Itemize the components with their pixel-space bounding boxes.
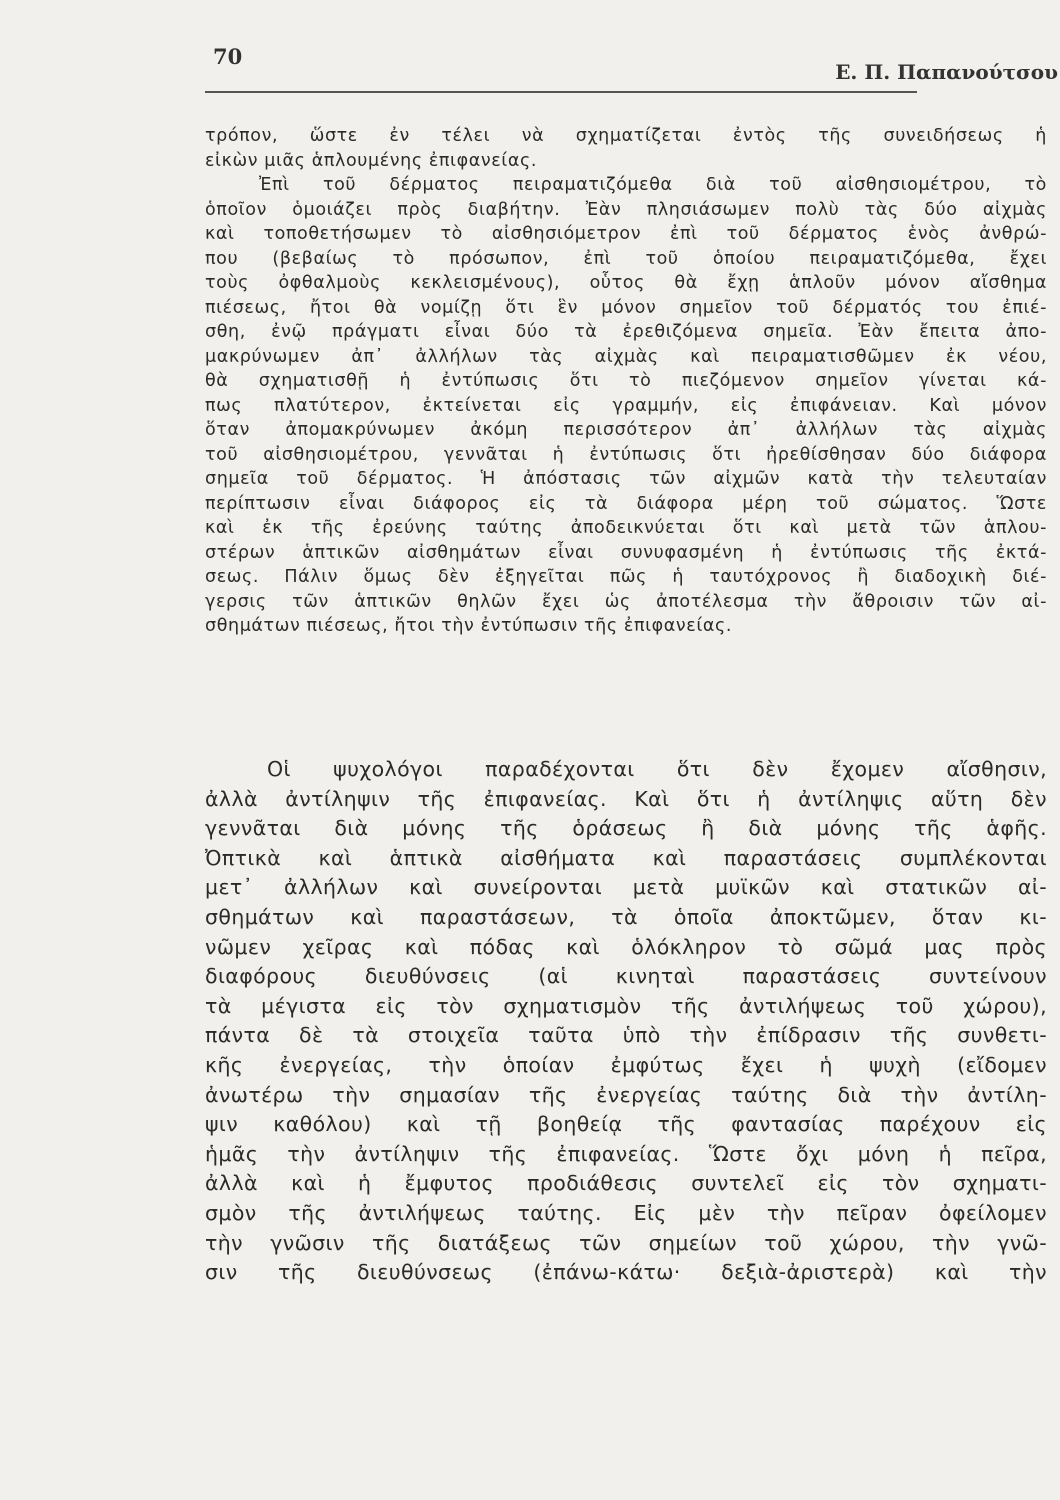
- text-line: Ὀπτικὰ καὶ ἁπτικὰ αἰσθήματα καὶ παραστάσεις συμπλέκονται: [205, 845, 1047, 870]
- text-line: σιν τῆς διευθύνσεως (ἐπάνω-κάτω· δεξιὰ-ἀριστερὰ) καὶ τὴν: [205, 1260, 1047, 1285]
- paragraph-block-large: [205, 755, 1047, 1288]
- text-line: εἰκὼν μιᾶς ἁπλουμένης ἐπιφανείας.: [205, 150, 537, 171]
- text-line: πως πλατύτερον, ἐκτείνεται εἰς γραμμήν, εἰς ἐπιφάνειαν. Καὶ μόνον: [205, 395, 1047, 416]
- text-line: σθημάτων καὶ παραστάσεων, τὰ ὁποῖα ἀποκτῶμεν, ὅταν κι-: [205, 904, 1047, 929]
- text-line: σεως. Πάλιν ὅμως δὲν ἐξηγεῖται πῶς ἡ ταυτόχρονος ἢ διαδοχικὴ διέ-: [205, 567, 1047, 587]
- text-line: μετ᾽ ἀλλήλων καὶ συνείρονται μετὰ μυϊκῶν καὶ στατικῶν αἰ-: [205, 875, 1047, 900]
- text-line: τρόπον, ὥστε ἐν τέλει νὰ σχηματίζεται ἐντὸς τῆς συνειδήσεως ἡ: [205, 126, 1047, 146]
- text-line: ἀλλὰ καὶ ἡ ἔμφυτος προδιάθεσις συντελεῖ εἰς τὸν σχηματι-: [205, 1171, 1047, 1196]
- text-line: περίπτωσιν εἶναι διάφορος εἰς τὰ διάφορα μέρη τοῦ σώματος. Ὥστε: [205, 493, 1047, 514]
- text-line: μακρύνωμεν ἀπ᾽ ἀλλήλων τὰς αἰχμὰς καὶ πειραματισθῶμεν ἐκ νέου,: [205, 346, 1047, 367]
- text-line: σμὸν τῆς ἀντιλήψεως ταύτης. Εἰς μὲν τὴν πεῖραν ὀφείλομεν: [205, 1200, 1047, 1225]
- page-header: [205, 38, 1060, 98]
- text-line: ὁποῖον ὁμοιάζει πρὸς διαβήτην. Ἐὰν πλησιάσωμεν πολὺ τὰς δύο αἰχμὰς: [205, 199, 1047, 220]
- text-line: σθη, ἐνῷ πράγματι εἶναι δύο τὰ ἐρεθιζόμενα σημεῖα. Ἐὰν ἔπειτα ἀπο-: [205, 322, 1047, 342]
- page-number: 70: [213, 44, 243, 69]
- text-line: θὰ σχηματισθῇ ἡ ἐντύπωσις ὅτι τὸ πιεζόμενον σημεῖον γίνεται κά-: [205, 371, 1047, 391]
- text-line: νῶμεν χεῖρας καὶ πόδας καὶ ὁλόκληρον τὸ σῶμά μας πρὸς: [205, 934, 1047, 959]
- header-rule: [205, 91, 917, 93]
- text-line: στέρων ἁπτικῶν αἰσθημάτων εἶναι συνυφασμένη ἡ ἐντύπωσις τῆς ἐκτά-: [205, 542, 1047, 563]
- text-line: πιέσεως, ἤτοι θὰ νομίζῃ ὅτι ἓν μόνον σημεῖον τοῦ δέρματός του ἐπιέ-: [205, 297, 1047, 318]
- text-line: κῆς ἐνεργείας, τὴν ὁποίαν ἐμφύτως ἔχει ἡ ψυχὴ (εἴδομεν: [205, 1052, 1047, 1077]
- text-line: ἀνωτέρω τὴν σημασίαν τῆς ἐνεργείας ταύτης διὰ τὴν ἀντίλη-: [205, 1082, 1047, 1107]
- text-line: σημεῖα τοῦ δέρματος. Ἡ ἀπόστασις τῶν αἰχμῶν κατὰ τὴν τελευταίαν: [205, 469, 1047, 489]
- text-line: ἀλλὰ ἀντίληψιν τῆς ἐπιφανείας. Καὶ ὅτι ἡ ἀντίληψις αὕτη δὲν: [205, 786, 1047, 811]
- text-line: ἡμᾶς τὴν ἀντίληψιν τῆς ἐπιφανείας. Ὥστε ὄχι μόνη ἡ πεῖρα,: [205, 1141, 1047, 1166]
- text-line: πάντα δὲ τὰ στοιχεῖα ταῦτα ὑπὸ τὴν ἐπίδρασιν τῆς συνθετι-: [205, 1023, 1047, 1048]
- text-line: διαφόρους διευθύνσεις (αἱ κινηταὶ παραστάσεις συντείνουν: [205, 964, 1047, 989]
- text-line: καὶ ἐκ τῆς ἐρεύνης ταύτης ἀποδεικνύεται ὅτι καὶ μετὰ τῶν ἁπλου-: [205, 518, 1047, 538]
- text-line: ψιν καθόλου) καὶ τῇ βοηθείᾳ τῆς φαντασίας παρέχουν εἰς: [205, 1112, 1047, 1137]
- text-line: σθημάτων πιέσεως, ἤτοι τὴν ἐντύπωσιν τῆς ἐπιφανείας.: [205, 616, 733, 636]
- text-line: τοὺς ὀφθαλμοὺς κεκλεισμένους), οὗτος θὰ ἔχῃ ἁπλοῦν μόνον αἴσθημα: [205, 273, 1047, 293]
- text-line: Οἱ ψυχολόγοι παραδέχονται ὅτι δὲν ἔχομεν αἴσθησιν,: [267, 757, 1047, 781]
- text-line: τὰ μέγιστα εἰς τὸν σχηματισμὸν τῆς ἀντιλήψεως τοῦ χώρου),: [205, 993, 1047, 1018]
- text-line: γεννᾶται διὰ μόνης τῆς ὁράσεως ἢ διὰ μόνης τῆς ἁφῆς.: [205, 816, 1047, 841]
- text-line: καὶ τοποθετήσωμεν τὸ αἰσθησιόμετρον ἐπὶ τοῦ δέρματος ἑνὸς ἀνθρώ-: [205, 224, 1047, 244]
- text-line: τὴν γνῶσιν τῆς διατάξεως τῶν σημείων τοῦ χώρου, τὴν γνῶ-: [205, 1230, 1047, 1255]
- text-line: γερσις τῶν ἁπτικῶν θηλῶν ἔχει ὡς ἀποτέλεσμα τὴν ἄθροισιν τῶν αἰ-: [205, 591, 1047, 612]
- paragraph-block-small: [205, 124, 1047, 639]
- text-line: τοῦ αἰσθησιομέτρου, γεννᾶται ἡ ἐντύπωσις ὅτι ἠρεθίσθησαν δύο διάφορα: [205, 444, 1047, 465]
- text-line: Ἐπὶ τοῦ δέρματος πειραματιζόμεθα διὰ τοῦ αἰσθησιομέτρου, τὸ: [259, 175, 1047, 195]
- running-head: Ε. Π. Παπανούτσου: [835, 60, 1058, 84]
- text-line: που (βεβαίως τὸ πρόσωπον, ἐπὶ τοῦ ὁποίου πειραματιζόμεθα, ἔχει: [205, 248, 1047, 269]
- text-line: ὅταν ἀπομακρύνωμεν ἀκόμη περισσότερον ἀπ᾽ ἀλλήλων τὰς αἰχμὰς: [205, 420, 1047, 440]
